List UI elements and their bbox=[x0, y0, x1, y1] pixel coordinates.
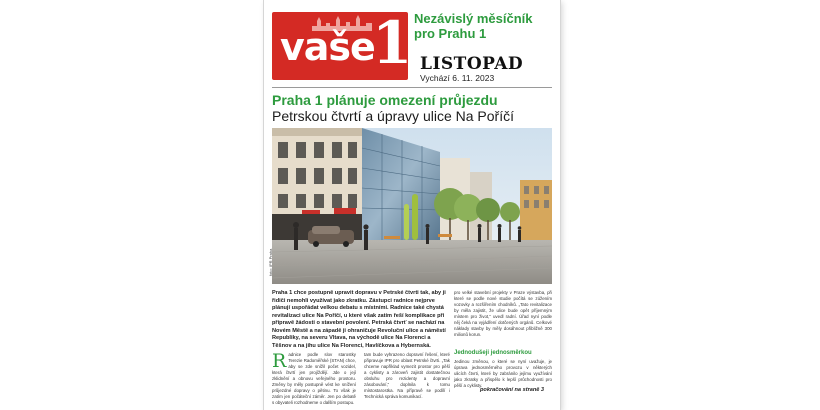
dropcap: R bbox=[272, 350, 287, 372]
issue-date: Vychází 6. 11. 2023 bbox=[420, 73, 495, 83]
column-1-text: adnice podle slov starostky Terezie Radoměřské (STAN) chce, aby se zde snížil počet vozidel, která čtvrtí jen projíždějí. Jde o její zklidnění a obnovu veřejného prostoru. Změny by měly postupně vést ke snížení průjezdné dopravy o pětinu. To však je zatím jen počáteční záměr. Jen po debatě s obyvateli rozhodneme o dalším postupu. bbox=[272, 352, 356, 405]
article-column-3: pro velké stavební projekty v Praze výstavba, při které se podle nové studie počítá se zúžením vozovky a rozšířením chodníků. „Tato revitalizace by měla zajistit, že ulice bude opět příjemným místem pro život,“ uvedl radní. Úřad nyní podle něj čeká na vyjádření dotčených orgánů. Celkové náklady stavby by měly dosáhnout přibližně 300 milionů korun. bbox=[454, 290, 552, 337]
street-visualization-image bbox=[272, 128, 552, 284]
article-subheadline: Petrskou čtvrtí a úpravy ulice Na Poříčí bbox=[272, 108, 514, 124]
slogan-line-2: pro Prahu 1 bbox=[414, 26, 487, 41]
article-photo bbox=[268, 128, 552, 284]
slogan-line-1: Nezávislý měsíčník bbox=[414, 11, 533, 26]
article-lead: Praha 1 chce postupně upravit dopravu v Petrské čtvrti tak, aby ji řidiči nemohli využívat jako zkratku. Zástupci radnice nejprve plánují uspořádat velkou debatu s místními. Radnice také chystá revitalizaci ulice Na Poříčí, u které však zatím řeší komplikace při přípravě žádosti o stavební povolení. Petrská čtvrť se nachází na Novém Městě a na západě ji ohraničuje Revoluční ulice a náměstí Republiky, na severu Vltava, na východě ulice Na Florenci a Těšnov a na jihu ulice Na Florenci, Havlíčkova a Hybernská. bbox=[272, 290, 446, 349]
issue-month: LISTOPAD bbox=[420, 54, 524, 74]
slogan bbox=[414, 11, 554, 41]
article-column-2: tam bude vyhrazeno dopravní řešení, které připravuje IPR pro oblast Petrské čtvrti. „Tak chceme například vymezit prostor pro pěší a cyklisty a zároveň zajistit dostatečnou obsluhu pro rezidenty a dopravní zásobování,“ doplnila k tomu místostarostka. Na přípravě se podílí i Technická správa komunikací. bbox=[364, 352, 450, 399]
side-heading: Jednodušeji jednosměrkou bbox=[454, 350, 532, 356]
logo-word: vaše bbox=[280, 25, 375, 69]
article-column-3-continued: Jedinou změnou, o které se nyní uvažuje, je úprava jednosměrného provozu v některých ulicích čtvrti, které by zabránilo jejímu využívání jako zkratky a přispělo k lepší průchodnosti pro pěší a cyklisty. bbox=[454, 359, 552, 388]
photo-credit: foto: IPR Praha bbox=[268, 248, 273, 276]
logo-number: 1 bbox=[372, 9, 413, 77]
continued-note: pokračování na straně 3 bbox=[480, 387, 545, 393]
newspaper-logo bbox=[272, 9, 413, 80]
masthead-divider bbox=[272, 87, 552, 88]
article-headline: Praha 1 plánuje omezení průjezdu bbox=[272, 92, 498, 108]
newspaper-page bbox=[264, 0, 560, 410]
article-column-1 bbox=[272, 352, 356, 406]
